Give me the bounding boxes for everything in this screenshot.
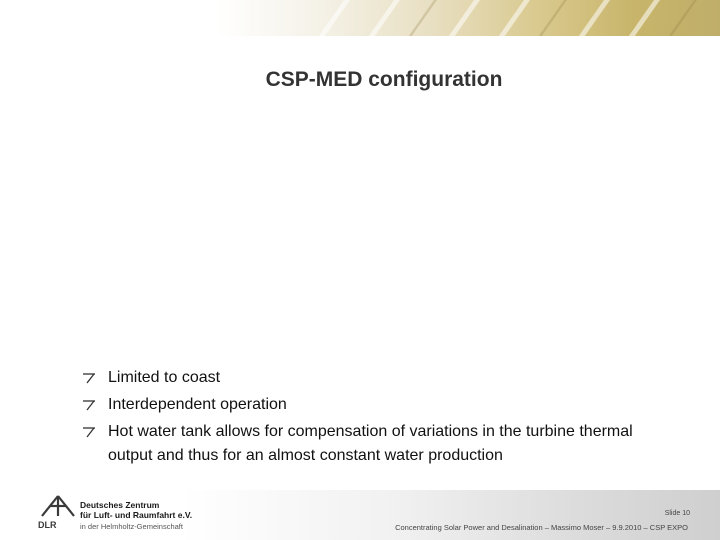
org-line-2: für Luft- und Raumfahrt e.V.: [80, 510, 193, 520]
banner-stripe: [619, 0, 667, 36]
org-line-1: Deutsches Zentrum: [80, 500, 160, 510]
footer-caption: Concentrating Solar Power and Desalination – Massimo Moser – 9.9.2010 – CSP EXPO: [395, 523, 688, 532]
arrow-bullet-icon: [82, 399, 96, 411]
banner-stripe: [659, 0, 704, 36]
bullet-item: [80, 366, 680, 390]
bullet-list: [80, 366, 680, 471]
slide-title: CSP-MED configuration: [265, 68, 503, 91]
slide-number: Slide 10: [664, 510, 690, 517]
banner-stripe: [569, 0, 617, 36]
banner-stripe: [309, 0, 357, 36]
arrow-bullet-icon: [82, 426, 96, 438]
bullet-item: [80, 393, 680, 417]
banner-stripe: [529, 0, 574, 36]
banner-stripe: [359, 0, 407, 36]
arrow-bullet-icon: [82, 372, 96, 384]
org-subtitle: in der Helmholtz-Gemeinschaft: [80, 522, 183, 531]
banner-stripe: [399, 0, 444, 36]
org-name: [80, 500, 192, 520]
bullet-text: Interdependent operation: [108, 396, 287, 413]
bullet-item: [80, 420, 680, 468]
dlr-logo-icon: [36, 490, 84, 530]
banner-stripe: [489, 0, 537, 36]
banner-stripe: [439, 0, 487, 36]
header-banner: [0, 0, 720, 36]
bullet-text: Limited to coast: [108, 369, 221, 386]
bullet-text: Hot water tank allows for compensation of variations in the turbine thermal output and thus for an almost constant water production: [108, 423, 633, 464]
logo-text: DLR: [38, 520, 57, 530]
